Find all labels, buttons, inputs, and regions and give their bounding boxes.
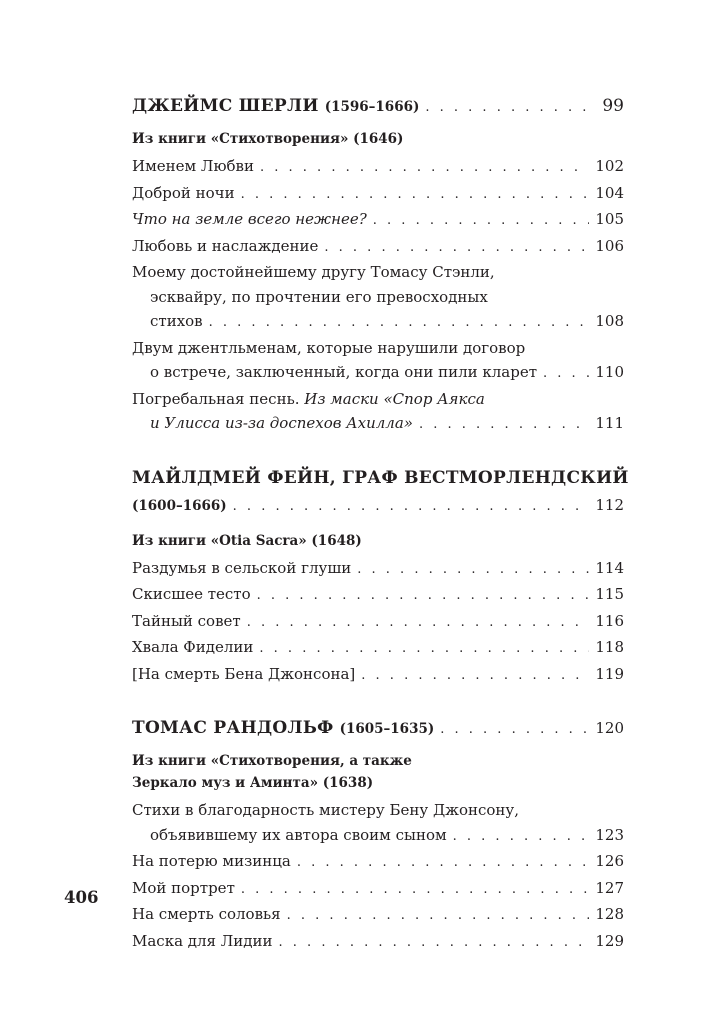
toc-entry (132, 902, 624, 929)
dot-leader (425, 94, 592, 122)
folio-page-number: 406 (64, 888, 99, 907)
entry-title-part: Из маски «Спор Аякса (304, 389, 485, 408)
entry-last-line (132, 360, 624, 387)
toc-entry (132, 207, 624, 234)
toc-entry-multiline (132, 387, 624, 438)
author-years: (1605–1635) (339, 721, 435, 737)
page-number: 105 (595, 210, 624, 228)
entry-title: Раздумья в сельской глуши (132, 558, 352, 577)
entry-last-line (132, 411, 624, 438)
entry-title: Что на земле всего нежнее? (132, 210, 367, 228)
entry-title-part: Погребальная песнь. (132, 389, 300, 408)
author-heading (132, 714, 624, 744)
entry-title-line (132, 387, 624, 412)
page-number: 112 (595, 495, 624, 514)
dot-leader (259, 637, 589, 662)
entry-title: Хвала Фиделии (132, 638, 254, 656)
toc-entry (132, 635, 624, 662)
entry-title: Маска для Лидии (132, 931, 273, 950)
page-number: 120 (595, 719, 624, 737)
page-number: 127 (595, 878, 624, 897)
entry-title: Доброй ночи (132, 183, 235, 202)
book-heading: Зеркало муз и Аминта» (1638) (132, 775, 374, 791)
toc-entry-multiline (132, 798, 624, 849)
page-number: 128 (595, 905, 624, 923)
book-heading: Из книги «Стихотворения» (1646) (132, 131, 404, 147)
toc-entry (132, 609, 624, 636)
page-number: 99 (602, 96, 624, 116)
page-number: 111 (595, 414, 624, 432)
toc-entry-multiline (132, 336, 624, 387)
page-number: 106 (595, 236, 624, 255)
dot-leader (419, 413, 589, 438)
page-number: 118 (595, 638, 624, 656)
entry-title: Именем Любви (132, 157, 254, 175)
page-number: 115 (595, 585, 624, 603)
dot-leader (543, 362, 589, 387)
page-number: 116 (595, 611, 624, 630)
toc-entry (132, 154, 624, 181)
toc-entry (132, 556, 624, 583)
entry-title-line: Двум джентльменам, которые нарушили договор (132, 338, 526, 357)
table-of-contents (132, 92, 629, 955)
entry-last-line (132, 309, 624, 336)
dot-leader (233, 494, 590, 520)
entry-title: На смерть соловья (132, 905, 281, 923)
dot-leader (297, 851, 590, 876)
dot-leader (453, 825, 590, 850)
dot-leader (440, 716, 589, 744)
dot-leader (357, 558, 589, 583)
entry-last-line (132, 823, 624, 850)
dot-leader (324, 236, 589, 261)
toc-entry (132, 662, 624, 689)
entry-title: Любовь и наслаждение (132, 236, 319, 255)
page-number: 114 (595, 558, 624, 577)
entry-title-line: стихов (150, 312, 203, 330)
dot-leader (241, 183, 590, 208)
toc-entry (132, 582, 624, 609)
entry-title: Тайный совет (132, 611, 241, 630)
entry-title: Мой портрет (132, 878, 235, 897)
author-years: (1600–1666) (132, 497, 227, 514)
section-fane (132, 464, 629, 689)
toc-entry-multiline (132, 260, 624, 336)
book-heading: Из книги «Стихотворения, а также (132, 753, 412, 769)
page-number: 102 (595, 157, 624, 175)
page-number: 129 (595, 931, 624, 950)
toc-entry (132, 929, 624, 956)
page-number: 126 (595, 852, 624, 870)
dot-leader (361, 664, 589, 689)
dot-leader (373, 209, 590, 234)
author-heading (132, 92, 624, 122)
section-shirley (132, 92, 624, 438)
section-randolph (132, 714, 624, 955)
entry-title: Скисшее тесто (132, 585, 251, 603)
dot-leader (257, 584, 590, 609)
toc-entry (132, 876, 624, 903)
entry-title-line: Моему достойнейшему другу Томасу Стэнли, (132, 263, 495, 281)
entry-title-line: эсквайру, по прочтении его превосходных (150, 287, 488, 306)
entry-title-line: объявившему их автора своим сыном (150, 825, 447, 844)
page-number: 123 (595, 825, 624, 844)
author-name: МАЙЛДМЕЙ ФЕЙН, ГРАФ ВЕСТМОРЛЕНДСКИЙ (132, 467, 629, 488)
entry-title: [На смерть Бена Джонсона] (132, 664, 356, 683)
entry-title-line: о встрече, заключенный, когда они пили кларет (150, 363, 538, 381)
dot-leader (260, 156, 589, 181)
toc-entry (132, 181, 624, 208)
book-heading: Из книги «Otia Sacra» (1648) (132, 532, 362, 549)
entry-title: На потерю мизинца (132, 852, 291, 870)
toc-entry (132, 849, 624, 876)
author-years: (1596–1666) (324, 99, 420, 115)
dot-leader (247, 611, 590, 636)
dot-leader (209, 311, 590, 336)
author-name: ДЖЕЙМС ШЕРЛИ (132, 96, 319, 116)
page-number: 119 (595, 664, 624, 683)
entry-title-line: Стихи в благодарность мистеру Бену Джонсону, (132, 801, 520, 819)
dot-leader (287, 904, 590, 929)
author-years-line (132, 492, 624, 520)
toc-entry (132, 234, 624, 261)
dot-leader (241, 878, 589, 903)
entry-title-line: и Улисса из-за доспехов Ахилла» (150, 414, 413, 432)
page-number: 110 (595, 363, 624, 381)
page-number: 104 (595, 183, 624, 202)
dot-leader (279, 931, 590, 956)
page-number: 108 (595, 312, 624, 330)
author-name: ТОМАС РАНДОЛЬФ (132, 718, 334, 738)
